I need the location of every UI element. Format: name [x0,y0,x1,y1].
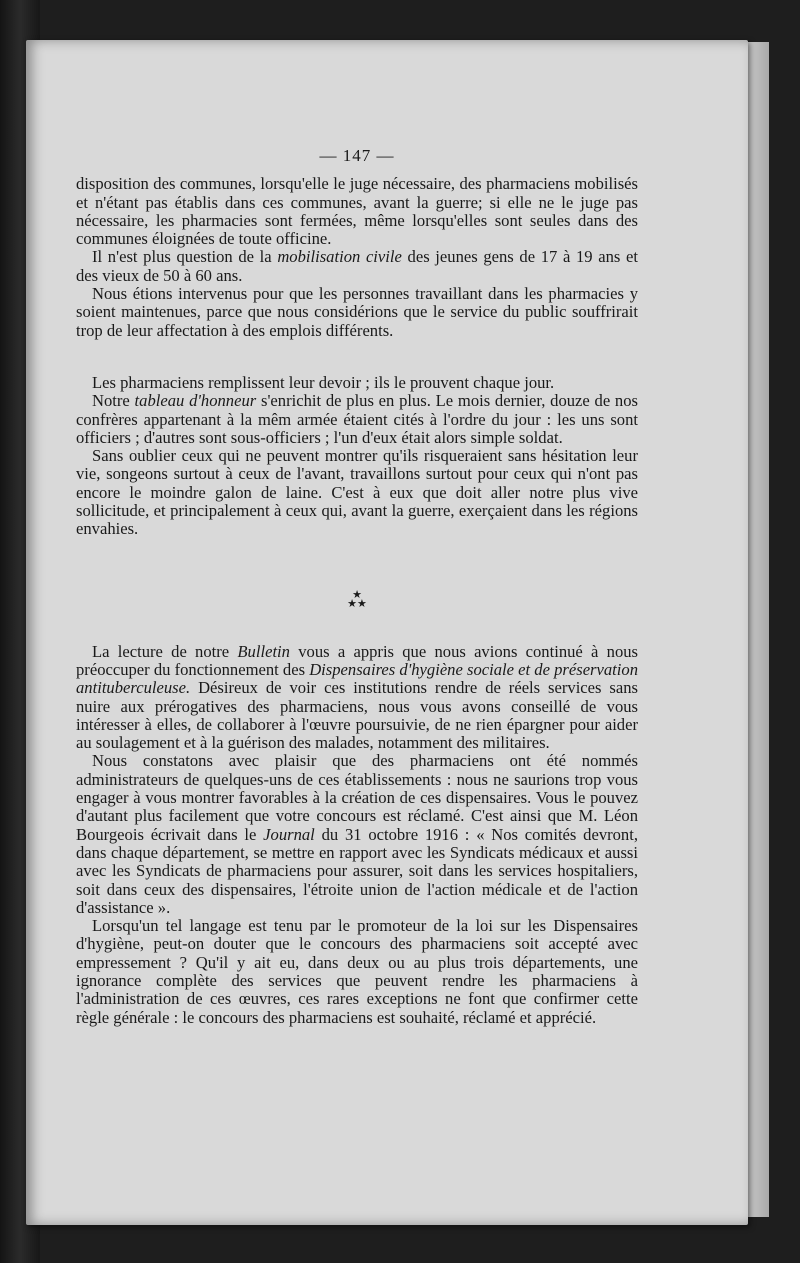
page-stack-edge [746,42,769,1217]
paragraph [76,248,638,285]
section-gap [76,340,638,374]
paragraph: Nous étions intervenus pour que les personnes travaillant dans les pharmacies y soient maintenues, parce que nous considérions que le service du public souffrirait trop de leur affectation à des emplois différents. [76,284,638,340]
star-icon: ★ [352,588,362,601]
section-gap [76,539,638,591]
paragraph [76,752,638,917]
asterism-divider [76,588,638,610]
italic-text: Journal [263,824,315,844]
text-run: des jeunes gens de 17 à 19 ans et des vieux de 50 à 60 ans. [76,247,638,285]
italic-text: Bulletin [237,641,290,661]
italic-text: Dispensaires d'hygiène sociale et de préservation antituberculeuse. [76,659,638,698]
page-number: — 147 — [319,146,395,165]
text-run: s'enrichit de plus en plus. Le mois dernier, douze de nos confrères appartenant à la mêm armée étaient cités à l'ordre du jour : les uns sont officiers ; d'autres sont sous-officiers ; l'un d'eux était alors simple soldat. [76,391,638,447]
text-run: du 31 octobre 1916 : « Nos comités devront, dans chaque département, se mettre en rapport avec les Syndicats médicaux et aussi avec les Syndicats de pharmaciens pour assurer, soit dans les services hospitaliers, soit dans ceux des dispensaires, l'étroite union de l'action médicale et de l'action d'assistance ». [76,824,638,917]
text-run: Désireux de voir ces institutions rendre de réels services sans nuire aux prérogatives des pharmaciens, nous vous avons conseillé de vous intéresser à elles, de collaborer à l'œuvre poursuivie, de ne rien épargner pour aider au soulagement et à la guérison des malades, notamment des militaires. [76,678,638,753]
star-icon: ★★ [347,597,367,610]
section-gap [76,609,638,643]
paragraph [76,392,638,447]
page-text [76,147,638,1027]
italic-text: tableau d'honneur [134,391,257,411]
text-run: Nous constatons avec plaisir que des pharmaciens ont été nommés administrateurs de quelques-uns de ces établissements : nous ne saurions trop vous engager à vous montrer favorables à la création de ces dispensaires. Vous le pouvez d'autant plus facilement que votre concours est réclamé. C'est ainsi que M. Léon Bourgeois écrivait dans le [76,751,638,844]
paragraph [76,643,638,753]
text-run: La lecture de notre [92,641,230,661]
paragraph: Sans oublier ceux qui ne peuvent montrer qu'ils risqueraient sans hésitation leur vie, songeons surtout à ceux de l'avant, travaillons surtout pour ceux qui n'ont pas encore le moindre galon de laine. C'est à eux que doit aller notre plus vive sollicitude, et principalement à ceux qui, avant la guerre, exerçaient dans les régions envahies. [76,446,638,539]
italic-text: mobilisation civile [277,247,402,267]
text-run: Notre [92,391,130,411]
text-run: vous a appris que nous avions continué à nous préoccuper du fonctionnement des [76,641,639,679]
text-run: Il n'est plus question de la [92,247,272,267]
paragraph: Les pharmaciens remplissent leur devoir ; ils le prouvent chaque jour. [92,372,555,392]
paragraph: Lorsqu'un tel langage est tenu par le promoteur de la loi sur les Dispensaires d'hygiène, peut-on douter que le concours des pharmaciens soit accepté avec empressement ? Qu'il y ait eu, dans deux ou au plus trois départements, une ignorance complète des services que peuvent rendre les pharmaciens à l'administration de ces œuvres, ces rares exceptions ne font que confirmer cette règle générale : le concours des pharmaciens est souhaité, réclamé et apprécié. [76,916,638,1027]
paragraph: disposition des communes, lorsqu'elle le juge nécessaire, des pharmaciens mobilisés et n'étant pas établis dans ces communes, avant la guerre; si elle ne le juge pas nécessaire, les pharmacies sont fermées, même lorsqu'elles sont seules dans des communes éloignées de toute officine. [76,174,638,249]
